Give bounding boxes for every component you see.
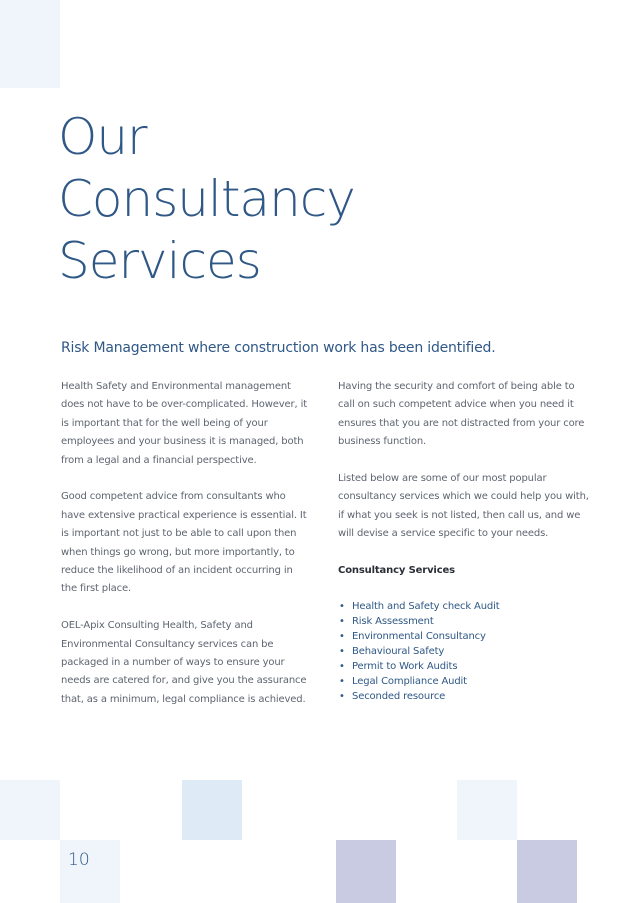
list-item: • Behavioural Safety xyxy=(338,644,594,659)
decor-square-bottom-1 xyxy=(0,780,60,840)
list-item: • Seconded resource xyxy=(338,689,594,704)
page-title xyxy=(58,106,355,292)
decor-square-top xyxy=(0,0,60,88)
list-item: • Permit to Work Audits xyxy=(338,659,594,674)
paragraph: Health Safety and Environmental management does not have to be over-complicated. However, it is important that for the well being of your employees and your business it is managed, both from a legal and a financial perspective. xyxy=(61,381,307,466)
decor-square-bottom-4 xyxy=(457,780,517,840)
left-column xyxy=(61,378,311,728)
paragraph: Good competent advice from consultants who have extensive practical experience is essential. It is important not just to be able to call upon then when things go wrong, but more importantly, to reduce the likelihood of an incident occurring in the first place. xyxy=(61,491,307,595)
list-item: • Legal Compliance Audit xyxy=(338,674,594,689)
right-column xyxy=(338,378,594,704)
title-line: Consultancy xyxy=(58,170,355,228)
page-number: 10 xyxy=(68,850,90,870)
services-heading: Consultancy Services xyxy=(338,565,455,577)
services-list xyxy=(338,599,594,704)
paragraph: Listed below are some of our most popular consultancy services which we could help you with, if what you seek is not listed, then call us, and we will devise a service specific to your needs. xyxy=(338,473,589,540)
list-item: • Environmental Consultancy xyxy=(338,629,594,644)
paragraph: Having the security and comfort of being able to call on such competent advice when you need it ensures that you are not distracted from your core business function. xyxy=(338,381,585,448)
page-subtitle: Risk Management where construction work has been identified. xyxy=(61,340,496,356)
decor-square-bottom-5 xyxy=(336,840,396,903)
title-line: Our xyxy=(58,108,147,166)
list-item: • Risk Assessment xyxy=(338,614,594,629)
decor-square-bottom-6 xyxy=(517,840,577,903)
list-item: • Health and Safety check Audit xyxy=(338,599,594,614)
title-line: Services xyxy=(58,232,261,290)
paragraph: OEL-Apix Consulting Health, Safety and Environmental Consultancy services can be packaged in a number of ways to ensure your needs are catered for, and give you the assurance that, as a minimum, legal compliance is achieved. xyxy=(61,620,307,705)
decor-square-bottom-3 xyxy=(182,780,242,840)
